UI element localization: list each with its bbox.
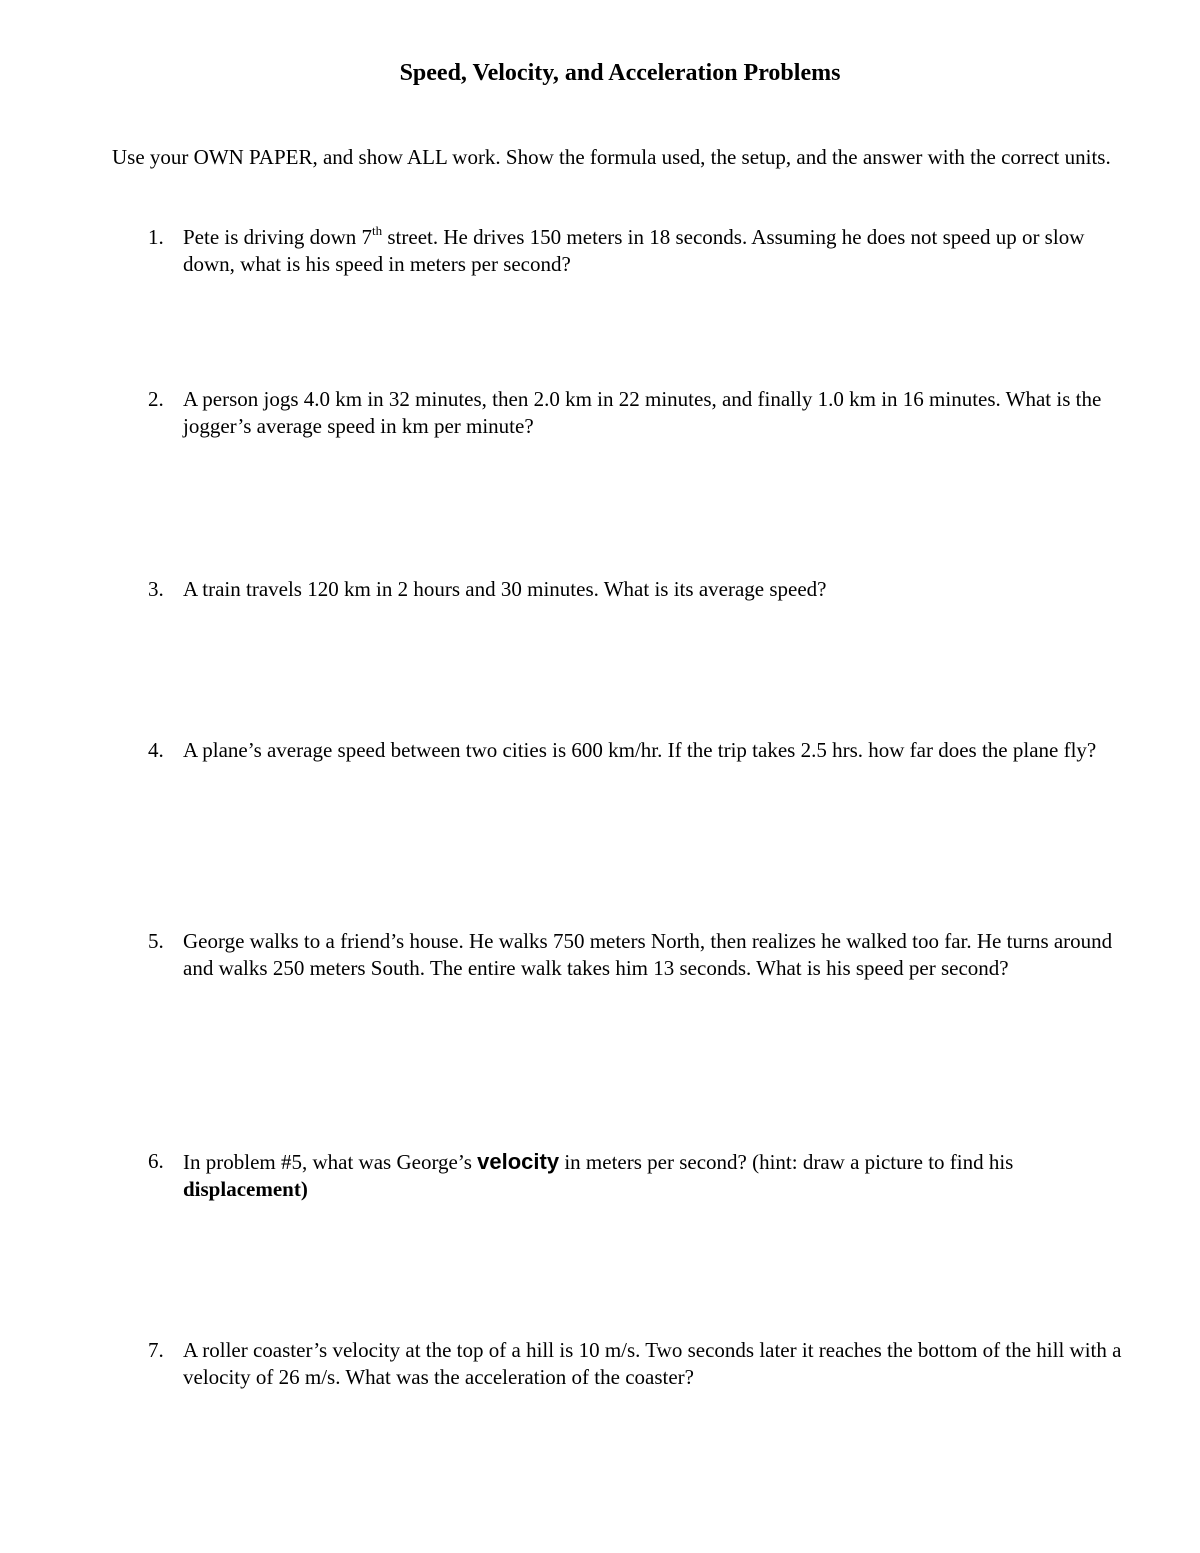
problem-text-part: in meters per second? (hint: draw a picture to find his <box>559 1150 1014 1174</box>
instructions-paragraph: Use your OWN PAPER, and show ALL work. Show the formula used, the setup, and the answer with the correct units. <box>112 145 1111 169</box>
problem-number: 5. <box>148 929 164 953</box>
problem-text-part: Pete is driving down 7 <box>183 225 372 249</box>
problem-number: 2. <box>148 387 164 411</box>
problem-text: A roller coaster’s velocity at the top of a hill is 10 m/s. Two seconds later it reaches the bottom of the hill with a velocity of 26 m/s. What was the acceleration of the coaster? <box>183 1338 1122 1389</box>
problem-number: 7. <box>148 1338 164 1362</box>
problem-number: 1. <box>148 225 164 249</box>
problem-text-part: In problem #5, what was George’s <box>183 1150 478 1174</box>
problem-text: A person jogs 4.0 km in 32 minutes, then 2.0 km in 22 minutes, and finally 1.0 km in 16 minutes. What is the jogger’s average speed in km per minute? <box>183 387 1102 438</box>
problem-text-part: street. He drives 150 meters in 18 seconds. Assuming he does not speed up or slow down, what is his speed in meters per second? <box>183 225 1085 276</box>
problem-text <box>183 224 1133 278</box>
displacement-emphasis: displacement) <box>183 1177 308 1201</box>
problem-text: A plane’s average speed between two cities is 600 km/hr. If the trip takes 2.5 hrs. how far does the plane fly? <box>183 738 1097 762</box>
problem-number: 3. <box>148 577 164 601</box>
problem-number: 6. <box>148 1149 164 1173</box>
superscript: th <box>372 223 383 238</box>
problem-number: 4. <box>148 738 164 762</box>
problem-text: George walks to a friend’s house. He walks 750 meters North, then realizes he walked too far. He turns around and walks 250 meters South. The entire walk takes him 13 seconds. What is his speed per second? <box>183 929 1113 980</box>
problem-text: A train travels 120 km in 2 hours and 30 minutes. What is its average speed? <box>183 577 827 601</box>
velocity-emphasis: velocity <box>477 1149 560 1174</box>
problem-text <box>183 1148 1133 1203</box>
page-title: Speed, Velocity, and Acceleration Problems <box>399 60 841 86</box>
